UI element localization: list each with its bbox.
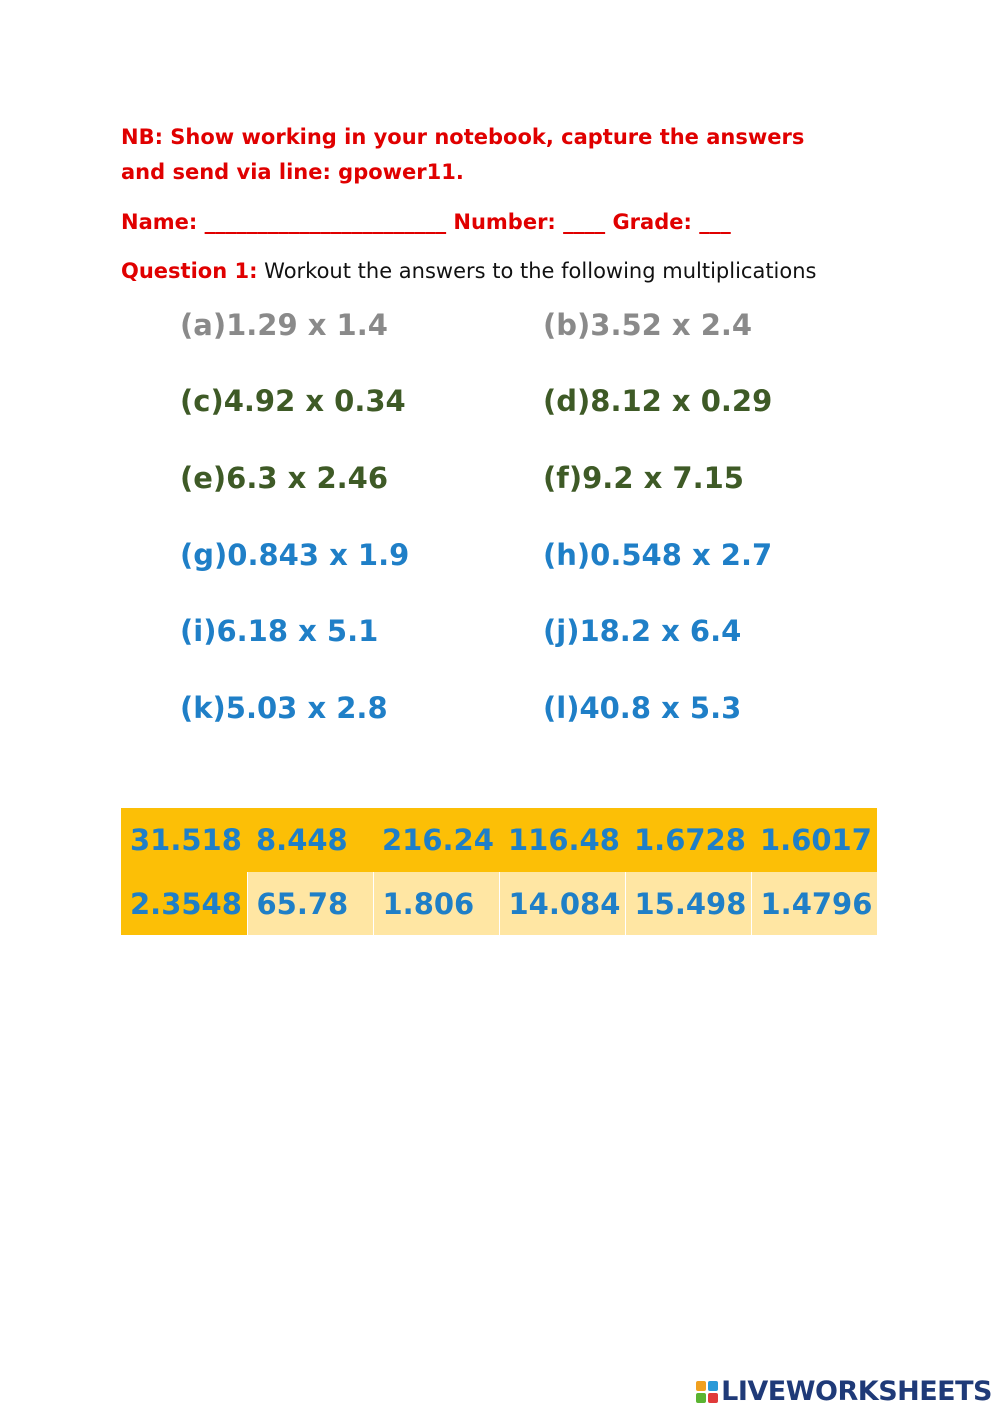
answer-cell: 216.24 (373, 808, 499, 872)
answer-cell: 1.6728 (625, 808, 751, 872)
problem-e: (e)6.3 x 2.46 (180, 461, 388, 495)
question-label: Question 1: (121, 259, 258, 283)
problem-h: (h)0.548 x 2.7 (543, 538, 773, 572)
answer-cell: 1.6017 (751, 808, 877, 872)
problem-j: (j)18.2 x 6.4 (543, 614, 742, 648)
problem-g: (g)0.843 x 1.9 (180, 538, 410, 572)
answer-cell: 1.806 (373, 872, 499, 935)
answer-row (121, 808, 877, 872)
name-number-grade-line: Name: _______________________ Number: ____ Grade: ___ (121, 210, 731, 234)
instruction-note: NB: Show working in your notebook, capture the answers and send via line: gpower11. (121, 125, 805, 184)
problem-a: (a)1.29 x 1.4 (180, 308, 388, 342)
problem-b: (b)3.52 x 2.4 (543, 308, 753, 342)
question-1 (121, 254, 817, 289)
problem-l: (l)40.8 x 5.3 (543, 691, 742, 725)
answer-cell: 8.448 (247, 808, 373, 872)
answer-cell: 2.3548 (121, 872, 247, 935)
answer-row (121, 872, 877, 935)
answer-cell: 65.78 (247, 872, 373, 935)
problem-f: (f)9.2 x 7.15 (543, 461, 744, 495)
liveworksheets-logo[interactable] (696, 1376, 992, 1407)
problem-k: (k)5.03 x 2.8 (180, 691, 388, 725)
answer-cell: 14.084 (499, 872, 625, 935)
problem-d: (d)8.12 x 0.29 (543, 384, 773, 418)
liveworksheets-logo-icon (696, 1381, 718, 1403)
answer-bank-table (121, 808, 877, 935)
answer-cell: 116.48 (499, 808, 625, 872)
brand-name: LIVEWORKSHEETS (721, 1376, 992, 1407)
answer-cell: 31.518 (121, 808, 247, 872)
problem-i: (i)6.18 x 5.1 (180, 614, 379, 648)
problem-c: (c)4.92 x 0.34 (180, 384, 406, 418)
question-text: Workout the answers to the following multiplications (257, 259, 817, 283)
answer-cell: 1.4796 (751, 872, 877, 935)
answer-cell: 15.498 (625, 872, 751, 935)
